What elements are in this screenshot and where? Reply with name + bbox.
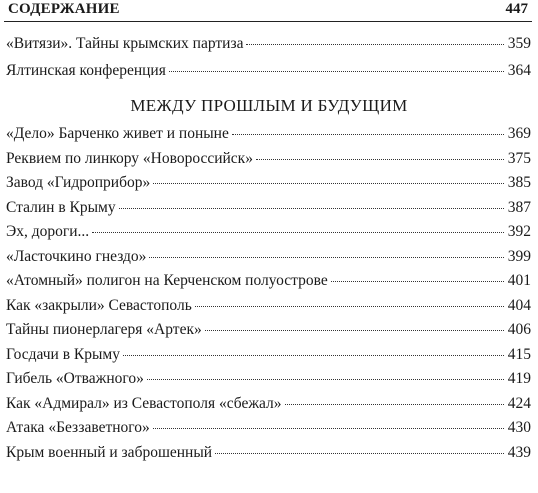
section-title: СОДЕРЖАНИЕ [8,1,120,17]
toc-entry [6,199,531,224]
toc-entry [6,370,531,395]
dot-leader [92,232,504,233]
toc-entry [6,419,531,444]
toc-entry-title: Ялтинская конференция [6,62,166,79]
toc-entry-page: 359 [507,35,531,52]
toc-entry-title: Госдачи в Крыму [6,345,120,363]
dot-leader [153,428,504,429]
toc-entry [6,174,531,199]
toc-entry-title: Завод «Гидроприбор» [6,174,151,191]
toc-entry-page: 375 [507,149,531,167]
toc-entry [6,62,531,89]
toc-entry-title: Эх, дороги... [6,223,90,240]
dot-leader [205,330,504,331]
toc-entry-title: Реквием по линкору «Новороссийск» [6,149,253,167]
toc-entry-title: «Ласточкино гнездо» [6,247,147,265]
toc-entry-page: 392 [507,223,531,240]
toc-entry [6,346,531,371]
toc-entry-title: Крым военный и заброшенный [6,443,213,461]
toc-entry [6,223,531,248]
toc-entry-page: 439 [507,443,531,461]
dot-leader [232,134,504,135]
toc-entry-title: «Витязи». Тайны крымских партиза [6,35,244,52]
toc-entry-title: Как «Адмирал» из Севастополя «сбежал» [6,394,282,412]
dot-leader [153,183,504,184]
toc-entry [6,444,531,469]
toc-list-previous-part [6,35,531,89]
toc-entry-page: 364 [507,62,531,79]
toc-entry-title: «Дело» Барченко живет и поныне [6,125,229,142]
toc-entry-title: Как «закрыли» Севастополь [6,296,192,314]
dot-leader [246,44,503,45]
toc-entry-page: 430 [507,419,531,436]
toc-entry [6,272,531,297]
toc-entry-page: 419 [507,370,531,387]
dot-leader [195,306,504,307]
page-number: 447 [505,1,528,17]
toc-entry [6,297,531,322]
toc-entry-title: Гибель «Отважного» [6,370,144,387]
dot-leader [331,281,504,282]
dot-leader [256,159,504,160]
dot-leader [119,208,504,209]
toc-entry [6,125,531,150]
toc-entry-page: 387 [507,198,531,216]
toc-entry-title: Тайны пионерлагеря «Артек» [6,321,202,338]
dot-leader [123,355,504,356]
toc-entry-page: 369 [507,125,531,142]
toc-entry-page: 424 [507,394,531,412]
toc-entry-title: Сталин в Крыму [6,198,116,216]
dot-leader [285,404,504,405]
toc-entry-page: 415 [507,345,531,363]
toc-entry-page: 401 [507,272,531,289]
toc-entry-page: 404 [507,296,531,314]
toc-entry-page: 406 [507,321,531,338]
dot-leader [147,379,504,380]
toc-entry [6,395,531,420]
toc-entry-page: 385 [507,174,531,191]
running-header [4,0,532,22]
toc-entry [6,150,531,175]
dot-leader [169,71,504,72]
toc-entry-title: Атака «Беззаветного» [6,419,150,436]
toc-entry [6,321,531,346]
part-heading: МЕЖДУ ПРОШЛЫМ И БУДУЩИМ [130,96,408,115]
toc-entry-page: 399 [507,247,531,265]
toc-list-part [6,125,531,468]
toc-entry [6,248,531,273]
dot-leader [215,453,504,454]
toc-entry-title: «Атомный» полигон на Керченском полуострове [6,272,328,289]
toc-entry [6,35,531,62]
dot-leader [149,257,503,258]
